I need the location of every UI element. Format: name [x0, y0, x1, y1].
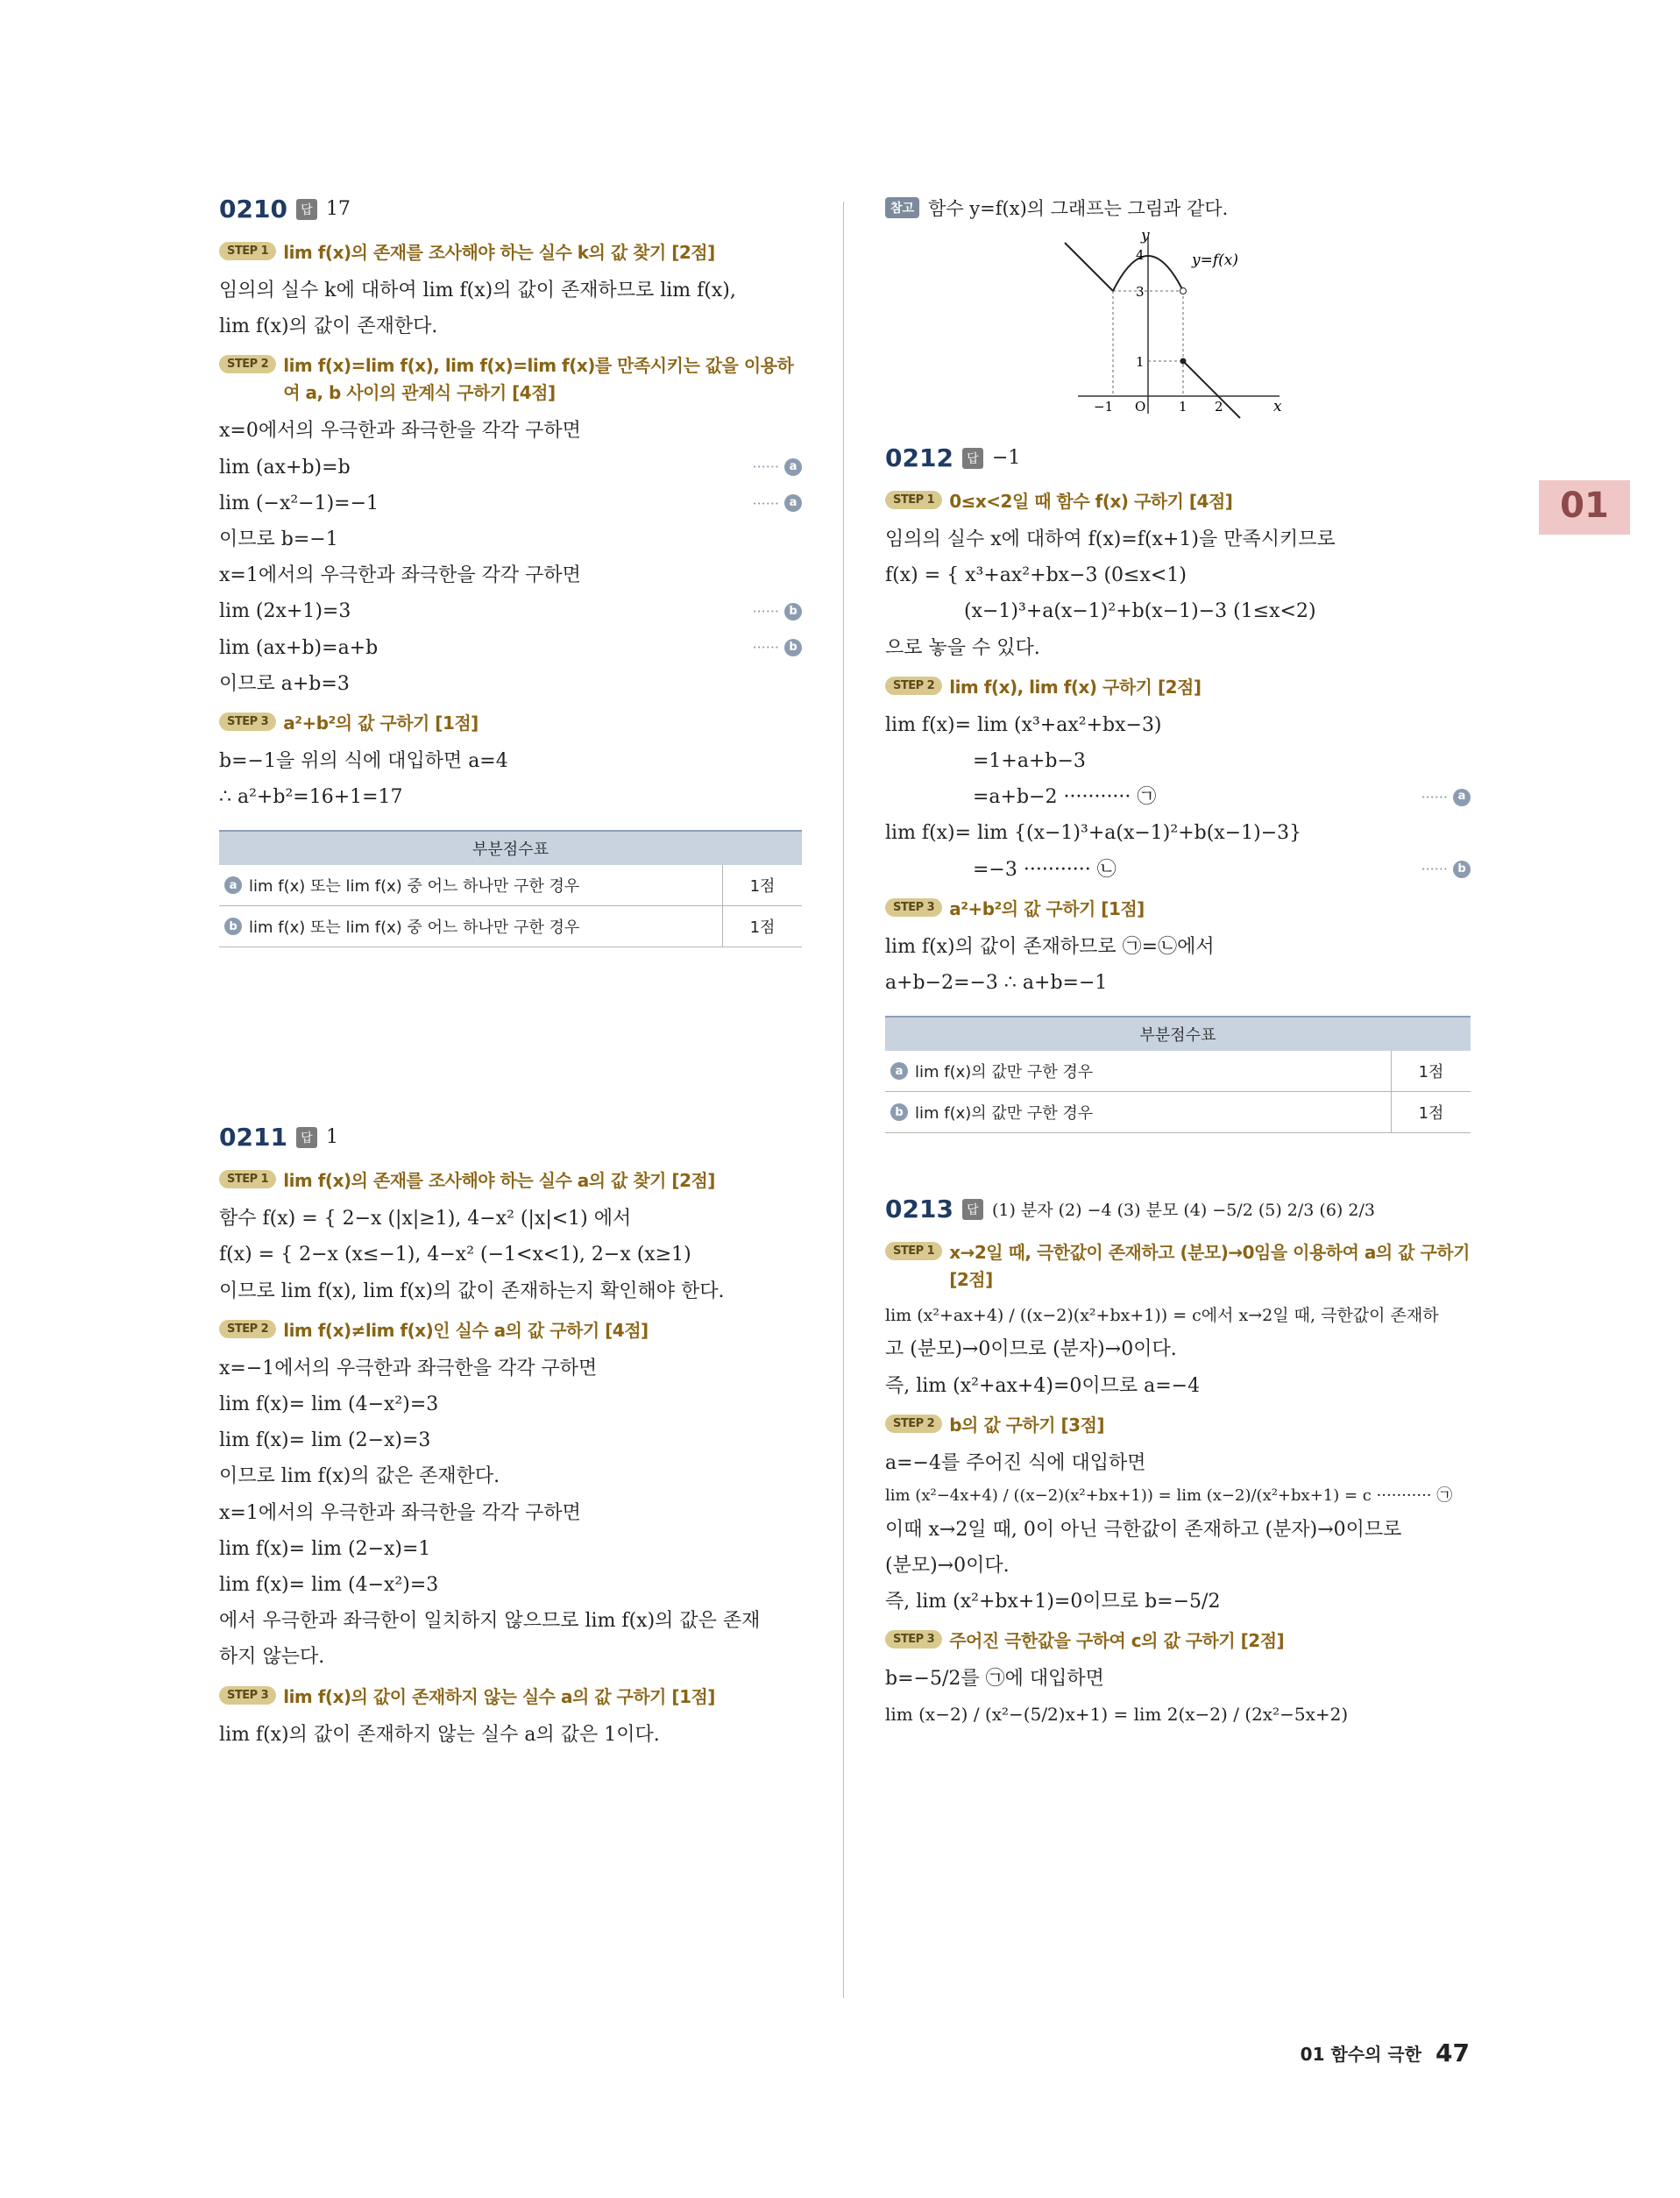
solution-line: 이므로 lim f(x), lim f(x)의 값이 존재하는지 확인해야 한다.: [219, 1280, 725, 1302]
solution-line: lim (ax+b)=a+b ······ b: [219, 633, 802, 663]
step-3: [219, 1684, 802, 1711]
solution-line: 함수 f(x) = { 2−x (|x|≥1), 4−x² (|x|<1) 에서: [219, 1208, 632, 1230]
problem-0213: [885, 1195, 1471, 1728]
right-column: [885, 195, 1471, 1734]
mark-b-icon: b: [784, 603, 802, 620]
solution-line: lim f(x)= lim (4−x²)=3: [219, 1393, 439, 1415]
solution-line: =−3 ··········· ㉡ ······ b: [885, 854, 1471, 885]
step-title: lim f(x)의 값이 존재하지 않는 실수 a의 값 구하기 [1점]: [283, 1685, 715, 1707]
tick-label: 2: [1215, 399, 1223, 415]
problem-header: [885, 1195, 1471, 1223]
y-axis-label: y: [1141, 230, 1150, 245]
solution-line: =1+a+b−3: [973, 749, 1086, 772]
step-title: lim f(x)의 존재를 조사해야 하는 실수 a의 값 찾기 [2점]: [283, 1170, 715, 1192]
problem-0210: [219, 195, 802, 947]
footer-chapter: 01 함수의 극한: [1300, 2044, 1422, 2065]
solution-line: lim f(x)= lim {(x−1)³+a(x−1)²+b(x−1)−3}: [885, 822, 1302, 845]
solution-line: 이므로 lim f(x)의 값은 존재한다.: [219, 1465, 500, 1488]
step-badge: STEP 3: [885, 1630, 942, 1648]
step-title: lim f(x), lim f(x) 구하기 [2점]: [949, 676, 1202, 698]
step-2: [219, 352, 802, 407]
mark-a-icon: a: [784, 494, 802, 512]
partial-score-table: [219, 830, 802, 947]
step-badge: STEP 1: [219, 242, 276, 260]
answer-value: 1: [325, 1126, 338, 1149]
problem-number: 0213: [885, 1195, 953, 1224]
answer-value: (1) 분자 (2) −4 (3) 분모 (4) −5/2 (5) 2/3 (6) 2/3: [991, 1201, 1375, 1221]
mark-a-icon: a: [224, 876, 242, 894]
origin-label: O: [1135, 399, 1146, 415]
step-badge: STEP 1: [219, 1170, 276, 1188]
solution-line: lim f(x)= lim (2−x)=3: [219, 1429, 431, 1452]
partial-mark: ······ a: [752, 456, 802, 479]
step-badge: STEP 2: [885, 677, 942, 695]
step-badge: STEP 3: [219, 1686, 276, 1705]
solution-line: 에서 우극한과 좌극한이 일치하지 않으므로 lim f(x)의 값은 존재: [219, 1610, 761, 1633]
tick-label: 1: [1136, 354, 1145, 370]
problem-0212: [885, 443, 1471, 1133]
step-badge: STEP 1: [885, 1242, 942, 1260]
mark-a-icon: a: [1453, 789, 1471, 806]
page-footer: [1301, 2038, 1470, 2067]
solution-line: lim (ax+b)=b ······ a: [219, 452, 802, 483]
solution-line: lim (x−2) / (x²−(5/2)x+1) = lim 2(x−2) / (2x²−5x+2): [885, 1703, 1349, 1725]
solution-line: (분모)→0이다.: [885, 1555, 1010, 1577]
step-1: [885, 488, 1471, 515]
mark-b-icon: b: [784, 639, 802, 656]
step-title: x→2일 때, 극한값이 존재하고 (분모)→0임을 이용하여 a의 값 구하기 [2점]: [949, 1242, 1470, 1291]
solution-line: a+b−2=−3 ∴ a+b=−1: [885, 971, 1108, 994]
chapter-tab: [1539, 480, 1630, 535]
step-3: [219, 710, 802, 737]
curve-label: y=f(x): [1192, 252, 1238, 269]
step-1: [885, 1239, 1471, 1294]
solution-line: lim f(x)의 값이 존재하므로 ㉠=㉡에서: [885, 935, 1215, 958]
solution-line: x=−1에서의 우극한과 좌극한을 각각 구하면: [219, 1357, 598, 1379]
problem-0211: [219, 1123, 802, 1749]
mark-a-icon: a: [784, 458, 802, 476]
closed-point: [1180, 358, 1187, 365]
table-row: b lim f(x) 또는 lim f(x) 중 어느 하나만 구한 경우 1점: [219, 906, 802, 947]
solution-line: 임의의 실수 x에 대하여 f(x)=f(x+1)을 만족시키므로: [885, 528, 1336, 550]
solution-line: x=1에서의 우극한과 좌극한을 각각 구하면: [219, 564, 581, 587]
solution-line: 임의의 실수 k에 대하여 lim f(x)의 값이 존재하므로 lim f(x),: [219, 280, 736, 301]
graph-piece-right: [1183, 361, 1240, 418]
problem-number: 0212: [885, 443, 953, 472]
step-1: [219, 239, 802, 266]
step-title: 주어진 극한값을 구하여 c의 값 구하기 [2점]: [949, 1630, 1285, 1652]
step-title: a²+b²의 값 구하기 [1점]: [283, 712, 478, 734]
step-title: 0≤x<2일 때 함수 f(x) 구하기 [4점]: [949, 491, 1233, 512]
solution-line: lim f(x)= lim (4−x²)=3: [219, 1573, 439, 1596]
tick-label: 4: [1136, 247, 1145, 263]
partial-mark: ······ b: [752, 600, 802, 623]
step-3: [885, 896, 1471, 923]
x-axis-label: x: [1273, 398, 1282, 415]
answer-icon: 답: [962, 1199, 983, 1220]
problem-number: 0211: [219, 1123, 287, 1152]
partial-mark: ······ a: [1421, 786, 1471, 809]
left-column: [219, 195, 802, 1755]
step-title: a²+b²의 값 구하기 [1점]: [949, 897, 1145, 919]
solution-line: f(x) = { x³+ax²+bx−3 (0≤x<1): [885, 564, 1187, 587]
solution-line: x=1에서의 우극한과 좌극한을 각각 구하면: [219, 1501, 581, 1524]
solution-line: f(x) = { 2−x (x≤−1), 4−x² (−1<x<1), 2−x (x≥1): [219, 1244, 691, 1266]
solution-line: x=0에서의 우극한과 좌극한을 각각 구하면: [219, 420, 581, 443]
chapter-tab-number: 01: [1560, 486, 1609, 526]
answer-icon: 답: [296, 199, 317, 220]
step-1: [219, 1167, 802, 1195]
problem-header: [219, 1123, 802, 1152]
table-row: a lim f(x) 또는 lim f(x) 중 어느 하나만 구한 경우 1점: [219, 865, 802, 906]
solution-line: lim f(x)의 값이 존재한다.: [219, 316, 438, 338]
solution-line: lim (x²+ax+4) / ((x−2)(x²+bx+1)) = c에서 x→2일 때, 극한값이 존재하: [885, 1306, 1439, 1326]
solution-line: 이므로 b=−1: [219, 528, 338, 550]
step-2: [885, 674, 1471, 701]
solution-line: 이때 x→2일 때, 0이 아닌 극한값이 존재하고 (분자)→0이므로: [885, 1518, 1402, 1541]
solution-line: 즉, lim (x²+ax+4)=0이므로 a=−4: [885, 1374, 1201, 1397]
solution-line: b=−1을 위의 식에 대입하면 a=4: [219, 749, 508, 772]
reference-text: 함수 y=f(x)의 그래프는 그림과 같다.: [928, 198, 1229, 219]
table-header: 부분점수표: [885, 1017, 1471, 1051]
reference-badge: 참고: [885, 197, 919, 218]
function-graph: [1060, 230, 1288, 422]
step-badge: STEP 2: [219, 1320, 276, 1338]
solution-line: ∴ a²+b²=16+1=17: [219, 786, 403, 809]
mark-b-icon: b: [224, 918, 242, 935]
tick-label: 1: [1179, 399, 1187, 415]
solution-line: 이므로 a+b=3: [219, 672, 350, 695]
step-title: lim f(x)≠lim f(x)인 실수 a의 값 구하기 [4점]: [283, 1319, 649, 1341]
solution-line: lim (2x+1)=3 ······ b: [219, 596, 802, 627]
step-title: lim f(x)의 존재를 조사해야 하는 실수 k의 값 찾기 [2점]: [283, 242, 715, 263]
table-row: b lim f(x)의 값만 구한 경우 1점: [885, 1092, 1471, 1133]
solution-line: 으로 놓을 수 있다.: [885, 636, 1040, 659]
solution-line: lim f(x)= lim (x³+ax²+bx−3): [885, 713, 1162, 736]
page-number: 47: [1435, 2038, 1470, 2067]
partial-mark: ······ a: [752, 493, 802, 515]
solution-line: lim f(x)= lim (2−x)=1: [219, 1537, 431, 1560]
mark-a-icon: a: [890, 1062, 908, 1080]
step-badge: STEP 2: [885, 1415, 942, 1433]
graph-piece-left: [1065, 243, 1113, 291]
step-2: [885, 1412, 1471, 1439]
problem-header: [219, 195, 802, 223]
mark-b-icon: b: [890, 1103, 908, 1121]
answer-icon: 답: [962, 448, 983, 469]
problem-header: [885, 443, 1471, 472]
problem-number: 0210: [219, 195, 287, 223]
tick-label: 3: [1136, 284, 1145, 300]
reference-note: [885, 195, 1471, 221]
table-header: 부분점수표: [219, 831, 802, 865]
step-badge: STEP 1: [885, 491, 942, 509]
step-title: lim f(x)=lim f(x), lim f(x)=lim f(x)를 만족시키는 값을 이용하여 a, b 사이의 관계식 구하기 [4점]: [283, 355, 794, 404]
step-badge: STEP 3: [219, 713, 276, 731]
solution-line: a=−4를 주어진 식에 대입하면: [885, 1451, 1146, 1474]
solution-line: (x−1)³+a(x−1)²+b(x−1)−3 (1≤x<2): [964, 600, 1316, 623]
partial-score-table: [885, 1016, 1471, 1133]
column-divider: [843, 202, 844, 1998]
answer-value: −1: [991, 447, 1021, 469]
tick-label: −1: [1094, 399, 1114, 415]
step-badge: STEP 3: [885, 898, 942, 917]
solution-line: b=−5/2를 ㉠에 대입하면: [885, 1668, 1104, 1691]
step-title: b의 값 구하기 [3점]: [949, 1414, 1105, 1436]
step-badge: STEP 2: [219, 355, 276, 373]
solution-line: =a+b−2 ··········· ㉠ ······ a: [885, 782, 1471, 812]
answer-icon: 답: [296, 1127, 317, 1148]
mark-b-icon: b: [1453, 861, 1471, 878]
table-row: a lim f(x)의 값만 구한 경우 1점: [885, 1051, 1471, 1092]
step-3: [885, 1627, 1471, 1655]
answer-value: 17: [325, 198, 351, 220]
solution-line: lim (−x²−1)=−1 ······ a: [219, 488, 802, 519]
solution-line: 즉, lim (x²+bx+1)=0이므로 b=−5/2: [885, 1591, 1221, 1613]
solution-line: 하지 않는다.: [219, 1646, 325, 1669]
solution-line: lim (x²−4x+4) / ((x−2)(x²+bx+1)) = lim (x−2)/(x²+bx+1) = c ··········· ㉠: [885, 1486, 1453, 1506]
partial-mark: ······ b: [752, 636, 802, 659]
step-2: [219, 1317, 802, 1344]
open-point: [1180, 288, 1187, 294]
solution-line: lim f(x)의 값이 존재하지 않는 실수 a의 값은 1이다.: [219, 1723, 660, 1746]
solution-line: 고 (분모)→0이므로 (분자)→0이다.: [885, 1338, 1177, 1361]
partial-mark: ······ b: [1421, 858, 1471, 881]
